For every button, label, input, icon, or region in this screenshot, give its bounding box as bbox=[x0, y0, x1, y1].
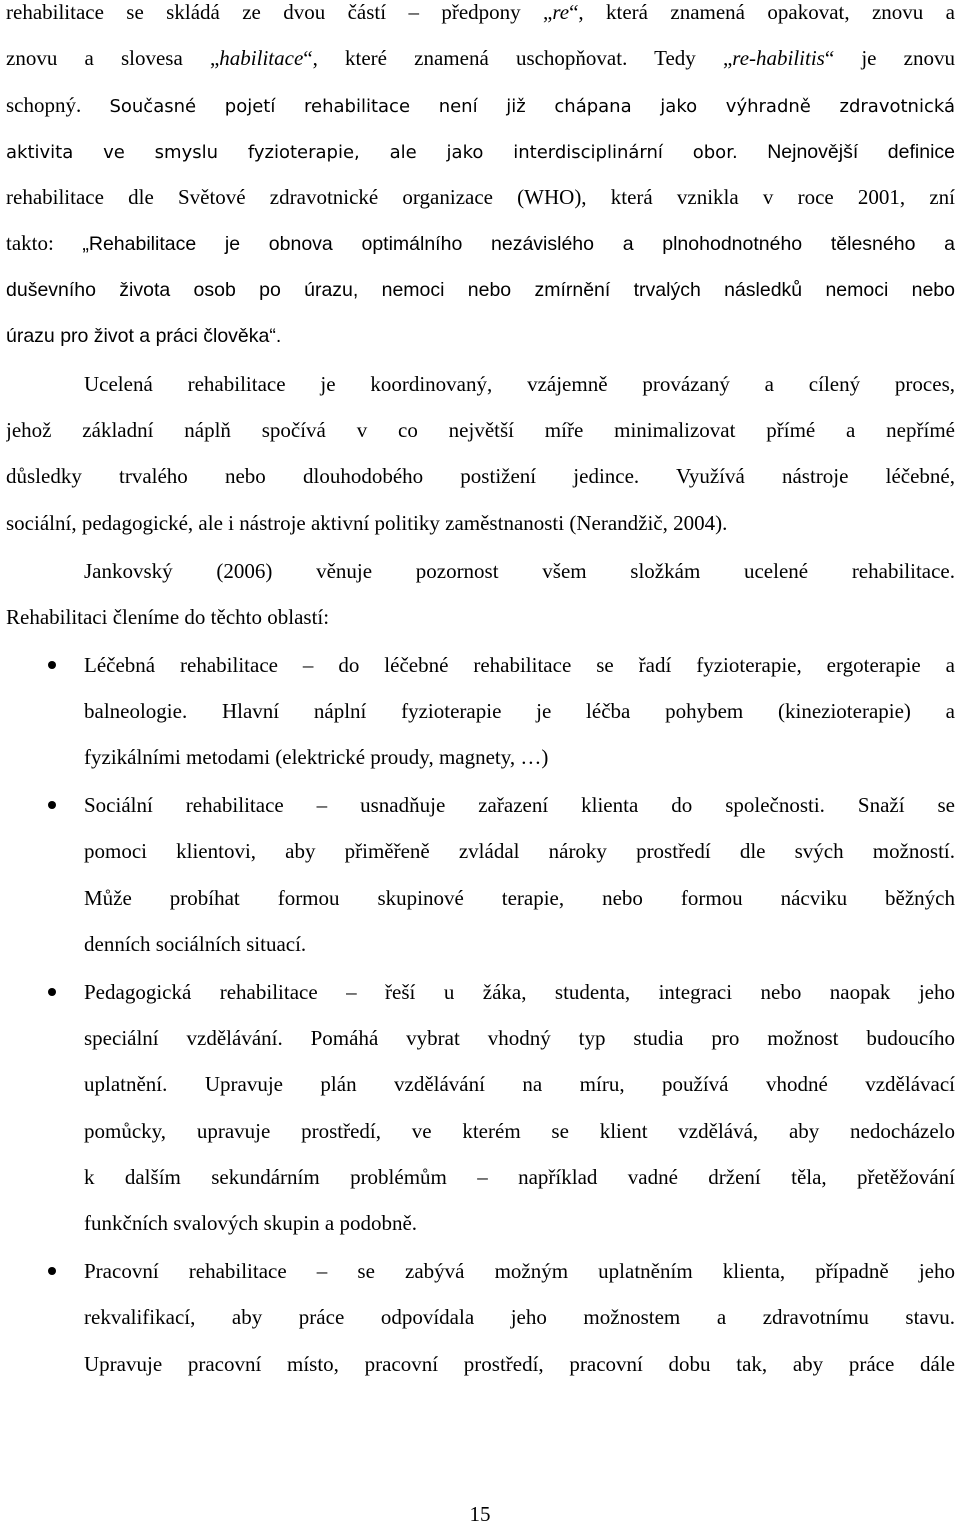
paragraph bbox=[6, 361, 955, 546]
text-segment: rehabilitace se skládá ze dvou částí – předpony „ bbox=[6, 0, 553, 24]
list-item bbox=[6, 782, 955, 967]
text-line bbox=[6, 0, 955, 35]
bullet-icon bbox=[48, 1267, 56, 1275]
italic-term: re bbox=[552, 0, 570, 24]
list-item bbox=[6, 1248, 955, 1387]
text-line: Pracovní rehabilitace – se zabývá možným uplatněním klienta, případně jeho bbox=[84, 1259, 955, 1284]
list-item bbox=[6, 969, 955, 1247]
text-line: Upravuje pracovní místo, pracovní prostředí, pracovní dobu tak, aby práce dále bbox=[84, 1351, 955, 1376]
text-line: Rehabilitaci členíme do těchto oblastí: bbox=[6, 604, 330, 629]
text-line: duševního života osob po úrazu, nemoci nebo zmírnění trvalých následků nemoci nebo bbox=[6, 278, 955, 301]
italic-term: re-habilitis bbox=[732, 46, 825, 71]
text-line: balneologie. Hlavní náplní fyzioterapie je léčba pohybem (kinezioterapie) a bbox=[84, 698, 955, 723]
text-segment: aktivita ve smyslu fyzioterapie, ale jako interdisciplinární obor. bbox=[6, 141, 738, 163]
text-line bbox=[6, 35, 955, 81]
text-segment: znovu a slovesa „ bbox=[6, 46, 220, 71]
text-line bbox=[6, 220, 955, 266]
text-segment: takto: bbox=[6, 231, 83, 256]
text-line: Jankovský (2006) věnuje pozornost všem složkám ucelené rehabilitace. bbox=[84, 558, 955, 583]
text-line: k dalším sekundárním problémům – například vadné držení těla, přetěžování bbox=[84, 1164, 955, 1189]
text-line: sociální, pedagogické, ale i nástroje aktivní politiky zaměstnanosti (Nerandžič, 2004). bbox=[6, 510, 728, 535]
bullet-icon bbox=[48, 988, 56, 996]
text-line: Může probíhat formou skupinové terapie, nebo formou nácviku běžných bbox=[84, 885, 955, 910]
bullet-icon bbox=[48, 661, 56, 669]
text-segment: “ je znovu bbox=[824, 46, 955, 71]
text-line: denních sociálních situací. bbox=[84, 931, 307, 956]
text-line bbox=[6, 82, 955, 128]
text-segment: “, které znamená uschopňovat. Tedy „ bbox=[303, 46, 733, 71]
text-line: fyzikálními metodami (elektrické proudy, magnety, …) bbox=[84, 745, 549, 770]
text-line: Sociální rehabilitace – usnadňuje zařazení klienta do společnosti. Snaží se bbox=[84, 793, 955, 818]
text-segment: “, která znamená opakovat, znovu a bbox=[569, 0, 955, 24]
text-line: rekvalifikací, aby práce odpovídala jeho možnostem a zdravotnímu stavu. bbox=[84, 1305, 955, 1330]
body-text bbox=[6, 0, 955, 1387]
text-line: uplatnění. Upravuje plán vzdělávání na míru, používá vhodné vzdělávací bbox=[84, 1072, 955, 1097]
text-line: Léčebná rehabilitace – do léčebné rehabilitace se řadí fyzioterapie, ergoterapie a bbox=[84, 652, 955, 677]
text-line: Pedagogická rehabilitace – řeší u žáka, studenta, integraci nebo naopak jeho bbox=[84, 979, 955, 1004]
text-line: Ucelená rehabilitace je koordinovaný, vzájemně provázaný a cílený proces, bbox=[84, 371, 955, 396]
text-line: jehož základní náplň spočívá v co největší míře minimalizovat přímé a nepřímé bbox=[6, 418, 955, 443]
list-item bbox=[6, 642, 955, 781]
text-line: pomoci klientovi, aby přiměřeně zvládal nároky prostředí dle svých možností. bbox=[84, 839, 955, 864]
definition-quote: „Rehabilitace je obnova optimálního nezávislého a plnohodnotného tělesného a bbox=[82, 233, 955, 256]
text-line: důsledky trvalého nebo dlouhodobého postižení jedince. Využívá nástroje léčebné, bbox=[6, 464, 955, 489]
text-segment: Současné pojetí rehabilitace není již chápana jako výhradně zdravotnická bbox=[109, 95, 955, 117]
text-line bbox=[6, 128, 955, 174]
bullet-icon bbox=[48, 801, 56, 809]
text-line: úrazu pro život a práci člověka“. bbox=[6, 325, 282, 348]
text-line: pomůcky, upravuje prostředí, ve kterém se klient vzdělává, aby nedocházelo bbox=[84, 1118, 955, 1143]
italic-term: habilitace bbox=[219, 46, 304, 71]
text-line: speciální vzdělávání. Pomáhá vybrat vhodný typ studia pro možnost budoucího bbox=[84, 1026, 955, 1051]
paragraph bbox=[6, 0, 955, 359]
text-line: rehabilitace dle Světové zdravotnické organizace (WHO), která vznikla v roce 2001, zní bbox=[6, 185, 955, 210]
text-segment: schopný. bbox=[6, 92, 110, 117]
paragraph bbox=[6, 548, 955, 641]
page-number: 15 bbox=[469, 1502, 491, 1526]
text-line: funkčních svalových skupin a podobně. bbox=[84, 1211, 418, 1236]
text-segment: Nejnovější definice bbox=[737, 140, 955, 163]
bullet-list bbox=[6, 642, 955, 1387]
